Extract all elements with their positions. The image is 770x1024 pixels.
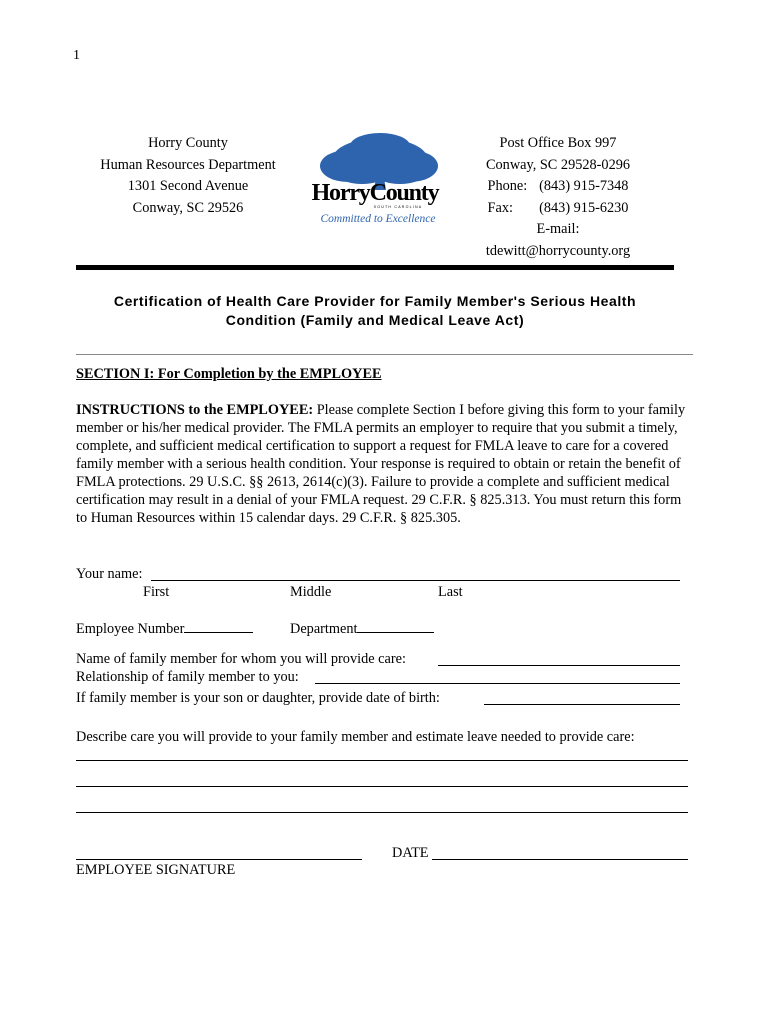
relationship-field[interactable] [315, 683, 680, 684]
employee-signature-field[interactable] [76, 859, 362, 860]
page-number: 1 [73, 48, 80, 63]
relationship-label: Relationship of family member to you: [76, 669, 299, 685]
dob-field[interactable] [484, 704, 680, 705]
employee-number-row [76, 620, 253, 638]
employee-number-label: Employee Number [76, 621, 185, 637]
describe-care-field-2[interactable] [76, 786, 688, 787]
date-label: DATE [392, 845, 429, 861]
middle-name-caption: Middle [290, 584, 332, 600]
po-box: Post Office Box 997 [499, 135, 617, 151]
last-name-caption: Last [438, 584, 463, 600]
title-line: Certification of Health Care Provider for Family Member's Serious Health [113, 293, 637, 309]
describe-care-field-1[interactable] [76, 760, 688, 761]
contact-block [438, 133, 678, 262]
phone-label: Phone: [487, 178, 528, 194]
email-label: E-mail: [536, 221, 580, 237]
address-line: Conway, SC 29526 [132, 200, 244, 217]
department-row [290, 620, 434, 638]
logo-tagline: Committed to Excellence [320, 213, 436, 225]
date-field[interactable] [432, 859, 688, 860]
family-member-label: Name of family member for whom you will provide care: [76, 651, 406, 667]
employee-signature-label: EMPLOYEE SIGNATURE [76, 862, 236, 878]
employee-number-field[interactable] [184, 620, 253, 633]
horry-county-logo [300, 130, 450, 230]
logo-state: SOUTH CAROLINA [373, 205, 423, 209]
sender-address [88, 133, 288, 220]
describe-care-label: Describe care you will provide to your family member and estimate leave needed to provide care: [76, 729, 635, 745]
section-heading: SECTION I: For Completion by the EMPLOYEE [76, 366, 382, 382]
fax-row [438, 198, 678, 220]
instructions-label: INSTRUCTIONS to the EMPLOYEE: [76, 402, 314, 418]
logo-name: HorryCounty [311, 180, 439, 206]
phone-row [438, 176, 678, 198]
email-address: tdewitt@horrycounty.org [485, 242, 631, 259]
first-name-caption: First [143, 584, 170, 600]
fax-number: (843) 915-6230 [539, 199, 629, 216]
your-name-field[interactable] [151, 580, 680, 581]
title-line: Condition (Family and Medical Leave Act) [225, 312, 525, 328]
fax-label: Fax: [487, 199, 513, 216]
department-field[interactable] [357, 620, 434, 633]
header-divider [76, 265, 674, 270]
title-divider [76, 354, 693, 355]
address-line: Human Resources Department [100, 156, 276, 173]
form-title [76, 292, 674, 330]
city-zip: Conway, SC 29528-0296 [485, 156, 631, 173]
instructions-text: Please complete Section I before giving this form to your family member or his/her medical provider. The FMLA permits an employer to require that you submit a timely, complete, and sufficient medical certification to support a request for FMLA leave to care for a covered family member with a serious health condition. Your response is required to obtain or retain the benefit of FMLA protections. 29 U.S.C. §§ 2613, 2614(c)(3). Failure to provide a complete and sufficient medical certification may result in a denial of your FMLA request. 29 C.F.R. § 825.313. You must return this form to Human Resources within 15 calendar days. 29 C.F.R. § 825.305. [76, 402, 686, 526]
address-line: Horry County [148, 135, 228, 151]
instructions-paragraph [76, 401, 692, 527]
family-member-field[interactable] [438, 665, 680, 666]
address-line: 1301 Second Avenue [127, 178, 249, 195]
department-label: Department [290, 621, 358, 637]
phone-number: (843) 915-7348 [539, 178, 629, 194]
dob-label: If family member is your son or daughter, provide date of birth: [76, 690, 440, 706]
describe-care-field-3[interactable] [76, 812, 688, 813]
your-name-label: Your name: [76, 566, 143, 582]
